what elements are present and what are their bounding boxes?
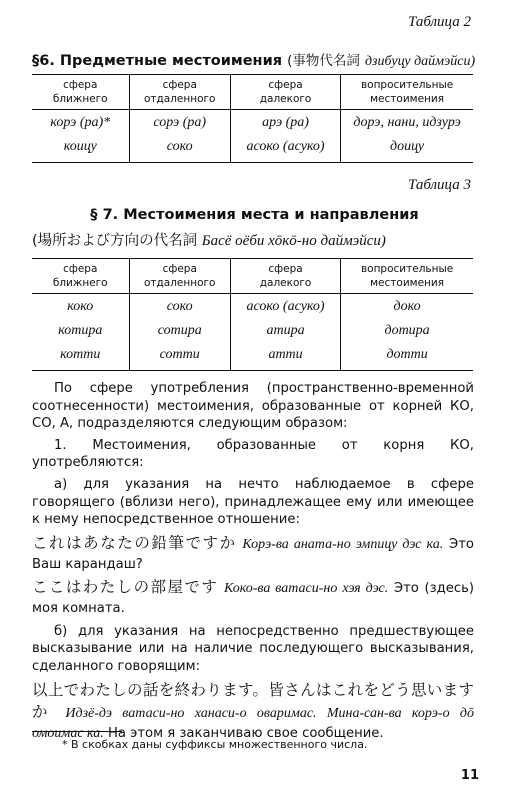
table-cell: арэ (ра) [230, 110, 340, 135]
page-number: 11 [460, 768, 479, 783]
example-3-translation: На этом я заканчиваю свое сообщение. [107, 725, 384, 741]
body-text [32, 380, 474, 744]
table-cell: доицу [341, 134, 473, 163]
column-header: сфера отдаленного [129, 75, 230, 110]
section-6-romaji: дзибуцу даймэйси) [364, 54, 476, 69]
table-cell: коко [67, 299, 94, 314]
table-cell: асоко (асуко) [230, 134, 340, 163]
column-header: вопросительные местоимения [341, 259, 473, 294]
column-header: вопросительные местоимения [341, 75, 473, 110]
footnote-divider [32, 731, 122, 732]
section-6-heading [32, 49, 475, 70]
table-cell: дотира [341, 318, 473, 342]
table-cell: дотти [341, 342, 473, 371]
table-2 [32, 74, 473, 163]
example-3 [32, 680, 474, 744]
paragraph-ko: 1. Местоимения, образованные от корня КО, употребляются: [32, 437, 474, 471]
table-cell: котти [32, 342, 129, 371]
table-cell: асоко (асуко) [230, 294, 340, 319]
table-cell: соко [129, 134, 230, 163]
column-header: сфера далекого [230, 75, 340, 110]
table-cell: соко [129, 294, 230, 319]
table-row [32, 342, 473, 371]
example-3-romaji: Идзё-дэ ватаси-но ханаси-о оваримас. Мина-сан-ва корэ-о дō омоимас ка. [32, 705, 474, 741]
section-7-romaji: Басё оёби хōкō-но даймэйси) [201, 233, 386, 249]
example-1-translation: Это Ваш карандаш? [32, 536, 474, 572]
example-2-japanese: ここはわたしの部屋です [32, 577, 219, 596]
example-2-romaji: Коко-ва ватаси-но хэя дэс. [223, 580, 389, 596]
table-cell: сотира [129, 318, 230, 342]
table-row [32, 294, 473, 319]
table-cell: доко [341, 294, 473, 319]
paragraph-b: б) для указания на непосредственно предшествующее высказывание или на наличие последующего высказывания, сделанного говорящим: [32, 623, 474, 674]
example-2 [32, 577, 474, 619]
table-3-label: Таблица 3 [408, 177, 471, 193]
example-1-japanese: これはあなたの鉛筆ですか [32, 533, 237, 552]
column-header: сфера далекого [230, 259, 340, 294]
example-2-translation: Это (здесь) моя комната. [32, 580, 475, 616]
column-header: сфера ближнего [32, 75, 129, 110]
section-7-subtitle [32, 229, 386, 250]
table-cell: атира [230, 318, 340, 342]
table-cell: атти [230, 342, 340, 371]
table-2-label: Таблица 2 [408, 14, 471, 30]
example-1-romaji: Корэ-ва аната-но эмпицу дэс ка. [242, 536, 444, 552]
section-6-jp: (事物代名詞 [287, 53, 360, 69]
table-row [32, 318, 473, 342]
table-cell: дорэ, нани, идзурэ [341, 110, 473, 135]
paragraph-a: а) для указания на нечто наблюдаемое в сфере говорящего (вблизи него), принадлежащее ему или имеющее к нему непосредственное отношение: [32, 476, 474, 528]
column-header: сфера ближнего [32, 259, 129, 294]
table-cell: котира [58, 323, 103, 338]
table-cell: коицу [32, 134, 129, 163]
column-header: сфера отдаленного [129, 259, 230, 294]
section-7-title: § 7. Местоимения места и направления [90, 207, 419, 223]
paragraph-intro: По сфере употребления (пространственно-временной соотнесенности) местоимения, образованные от корней КО, СО, А, подразделяются следующим образом: [32, 381, 474, 432]
section-7-jp: (場所および方向の代名詞 [32, 233, 198, 249]
table-cell: сорэ (ра) [129, 110, 230, 135]
table-cell: сотти [129, 342, 230, 371]
table-row [32, 110, 473, 135]
table-cell: корэ (ра)* [50, 115, 111, 130]
example-3-japanese: 以上でわたしの話を終わります。皆さんはこれをどう思いますか [32, 680, 474, 721]
table-row [32, 134, 473, 163]
footnote: * В скобках даны суффиксы множественного числа. [62, 738, 368, 751]
section-6-title: §6. Предметные местоимения [32, 53, 283, 69]
example-1 [32, 533, 474, 575]
table-3 [32, 258, 473, 371]
